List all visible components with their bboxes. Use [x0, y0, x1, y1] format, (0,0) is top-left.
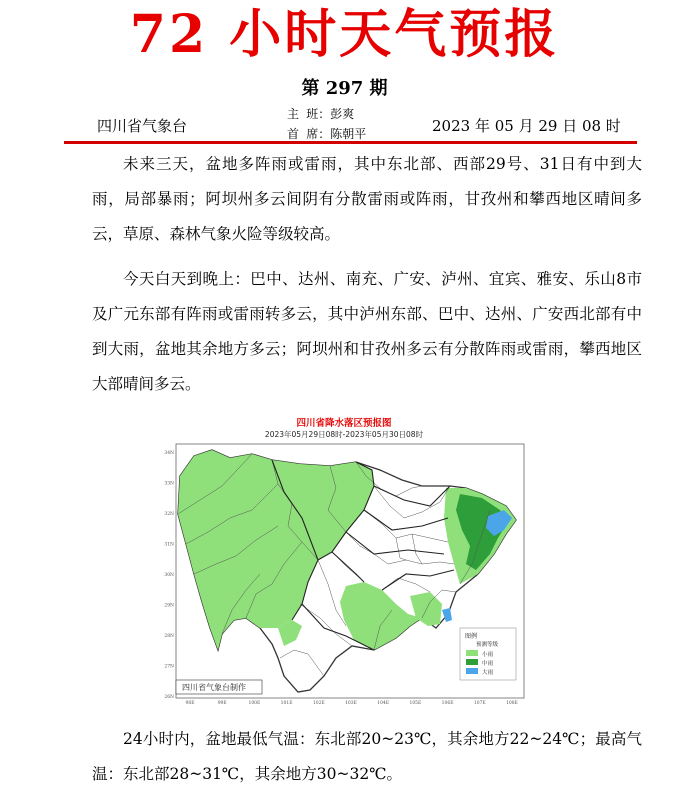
legend-subheading: 预测等级 [476, 642, 499, 648]
issue-datetime: 2023 年 05 月 29 日 08 时 [432, 117, 621, 135]
header-divider [64, 141, 637, 144]
three-day-summary: 未来三天，盆地多阵雨或雷雨，其中东北部、西部29号、31日有中到大雨，局部暴雨；阿坝州多云间阴有分散雷雨或阵雨，甘孜州和攀西地区晴间多云，草原、森林气象火险等级较高。 [92, 155, 642, 243]
latitude-tick-label: 26N [164, 695, 174, 700]
longitude-tick-label: 99E [217, 701, 227, 706]
map-subtitle: 2023年05月29日08时-2023年05月30日08时 [264, 430, 424, 439]
legend-light-rain: 小雨 [482, 652, 494, 658]
chief-forecaster: 首 席：陈朝平 [287, 127, 367, 141]
chief-on-duty: 主 班：彭爽 [287, 107, 355, 121]
map-title: 四川省降水落区预报图 [296, 418, 392, 429]
map-credit: 四川省气象台制作 [182, 683, 246, 692]
longitude-tick-label: 107E [473, 701, 486, 706]
legend-moderate-rain: 中雨 [482, 661, 494, 667]
longitude-tick-label: 105E [409, 701, 422, 706]
forecaster-block [287, 104, 366, 144]
longitude-tick-label: 104E [377, 701, 390, 706]
map-legend [460, 628, 516, 680]
legend-swatch-light [466, 650, 478, 656]
latitude-tick-label: 33N [164, 481, 174, 487]
latitude-tick-label: 34N [164, 451, 174, 456]
latitude-tick-label: 30N [164, 573, 174, 578]
longitude-tick-label: 102E [312, 701, 325, 706]
latitude-tick-label: 31N [164, 542, 174, 548]
longitude-tick-label: 108E [506, 701, 518, 706]
latitude-tick-label: 29N [164, 603, 174, 609]
issue-number: 第 297 期 [301, 78, 388, 99]
longitude-tick-label: 98E [185, 701, 195, 706]
issuing-organization: 四川省气象台 [97, 117, 188, 135]
longitude-tick-label: 106E [441, 701, 454, 706]
longitude-tick-label: 103E [345, 701, 357, 706]
bulletin-title: 72 小时天气预报 [129, 4, 560, 65]
precipitation-forecast-map [160, 414, 528, 706]
temperature-forecast: 24小时内，盆地最低气温：东北部20~23℃，其余地方22~24℃；最高气温：东北部28~31℃，其余地方30~32℃。 [92, 730, 642, 783]
legend-swatch-moderate [466, 659, 478, 665]
latitude-tick-label: 27N [164, 664, 174, 670]
longitude-tick-label: 100E [248, 701, 261, 706]
longitude-tick-label: 101E [280, 701, 293, 706]
latitude-tick-label: 32N [164, 512, 174, 517]
legend-heading: 图例 [465, 633, 478, 640]
legend-swatch-heavy [466, 668, 478, 674]
today-forecast: 今天白天到晚上：巴中、达州、南充、广安、泸州、宜宾、雅安、乐山8市及广元东部有阵雨或雷雨转多云，其中泸州东部、巴中、达州、广安西北部有中到大雨，盆地其余地方多云；阿坝州和甘孜州多云有分散阵雨或雷雨，攀西地区大部晴间多云。 [92, 270, 642, 393]
latitude-tick-label: 28N [164, 634, 174, 639]
legend-heavy-rain: 大雨 [482, 670, 494, 676]
